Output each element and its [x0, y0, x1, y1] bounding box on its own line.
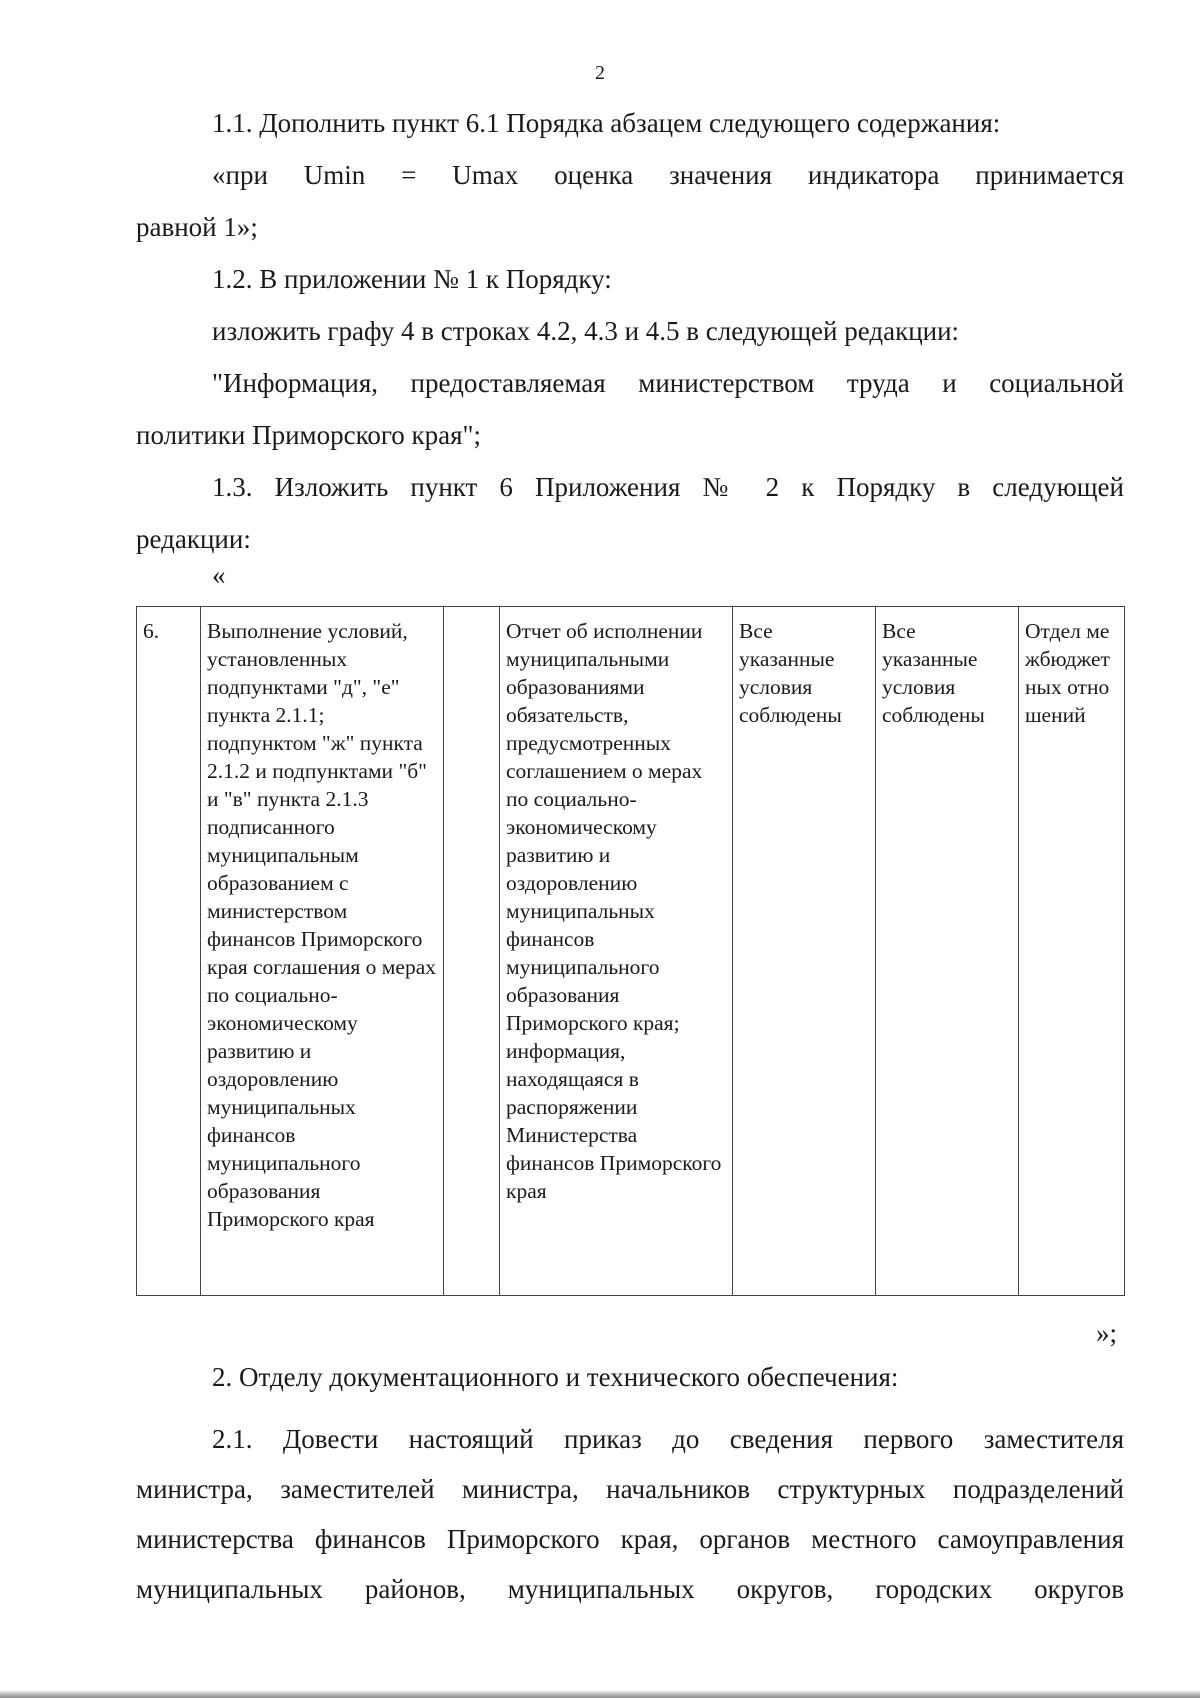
- close-quote: »;: [1096, 1318, 1118, 1348]
- paragraph-1-3: 1.3. Изложить пункт 6 Приложения № 2 к Порядку в следующей: [212, 472, 1124, 502]
- paragraph-quote-umin-cont: равной 1»;: [136, 212, 258, 242]
- page-number: 2: [595, 62, 605, 84]
- cell-number: 6.: [137, 607, 201, 1296]
- scan-bottom-edge: [0, 1690, 1200, 1698]
- paragraph-2-1: 2.1. Довести настоящий приказ до сведения первого заместителя: [212, 1424, 1124, 1454]
- open-quote: «: [212, 560, 226, 590]
- cell-criterion-2: Все указанные условия соблюдены: [876, 607, 1019, 1296]
- paragraph-2-1-line-2: министра, заместителей министра, начальников структурных подразделений: [136, 1474, 1124, 1504]
- paragraph-information-cont: политики Приморского края";: [136, 420, 482, 450]
- cell-empty: [444, 607, 500, 1296]
- cell-source: Отчет об исполнении муниципальными образованиями обязательств, предусмотренных соглашением о мерах по социально-экономическому развитию и оздоровлению муниципальных финансов муниципального образования Приморского края; информация, находящаяся в распоряжении Министерства финансов Приморского края: [500, 607, 733, 1296]
- cell-condition: Выполнение условий, установленных подпунктами "д", "е" пункта 2.1.1; подпунктом "ж" пункта 2.1.2 и подпунктами "б" и "в" пункта 2.1.3 подписанного муниципальным образованием с министерством финансов Приморского края соглашения о мерах по социально-экономическому развитию и оздоровлению муниципальных финансов муниципального образования Приморского края: [201, 607, 444, 1296]
- paragraph-information: "Информация, предоставляемая министерством труда и социальной: [212, 368, 1124, 398]
- table-row: [137, 607, 1125, 1296]
- cell-department: Отдел межбюджетных отношений: [1019, 607, 1125, 1296]
- paragraph-2: 2. Отделу документационного и технического обеспечения:: [212, 1362, 899, 1392]
- paragraph-2-1-line-4: муниципальных районов, муниципальных округов, городских округов: [136, 1574, 1124, 1604]
- paragraph-1-1: 1.1. Дополнить пункт 6.1 Порядка абзацем следующего содержания:: [212, 108, 1001, 138]
- paragraph-column-4: изложить графу 4 в строках 4.2, 4.3 и 4.5 в следующей редакции:: [212, 316, 960, 346]
- paragraph-1-2: 1.2. В приложении № 1 к Порядку:: [212, 264, 612, 294]
- paragraph-1-3-cont: редакции:: [136, 524, 251, 554]
- cell-criterion-1: Все указанные условия соблюдены: [733, 607, 876, 1296]
- amendment-table: [136, 606, 1125, 1296]
- paragraph-quote-umin: «при Umin = Umax оценка значения индикатора принимается: [212, 160, 1124, 190]
- paragraph-2-1-line-3: министерства финансов Приморского края, органов местного самоуправления: [136, 1524, 1124, 1554]
